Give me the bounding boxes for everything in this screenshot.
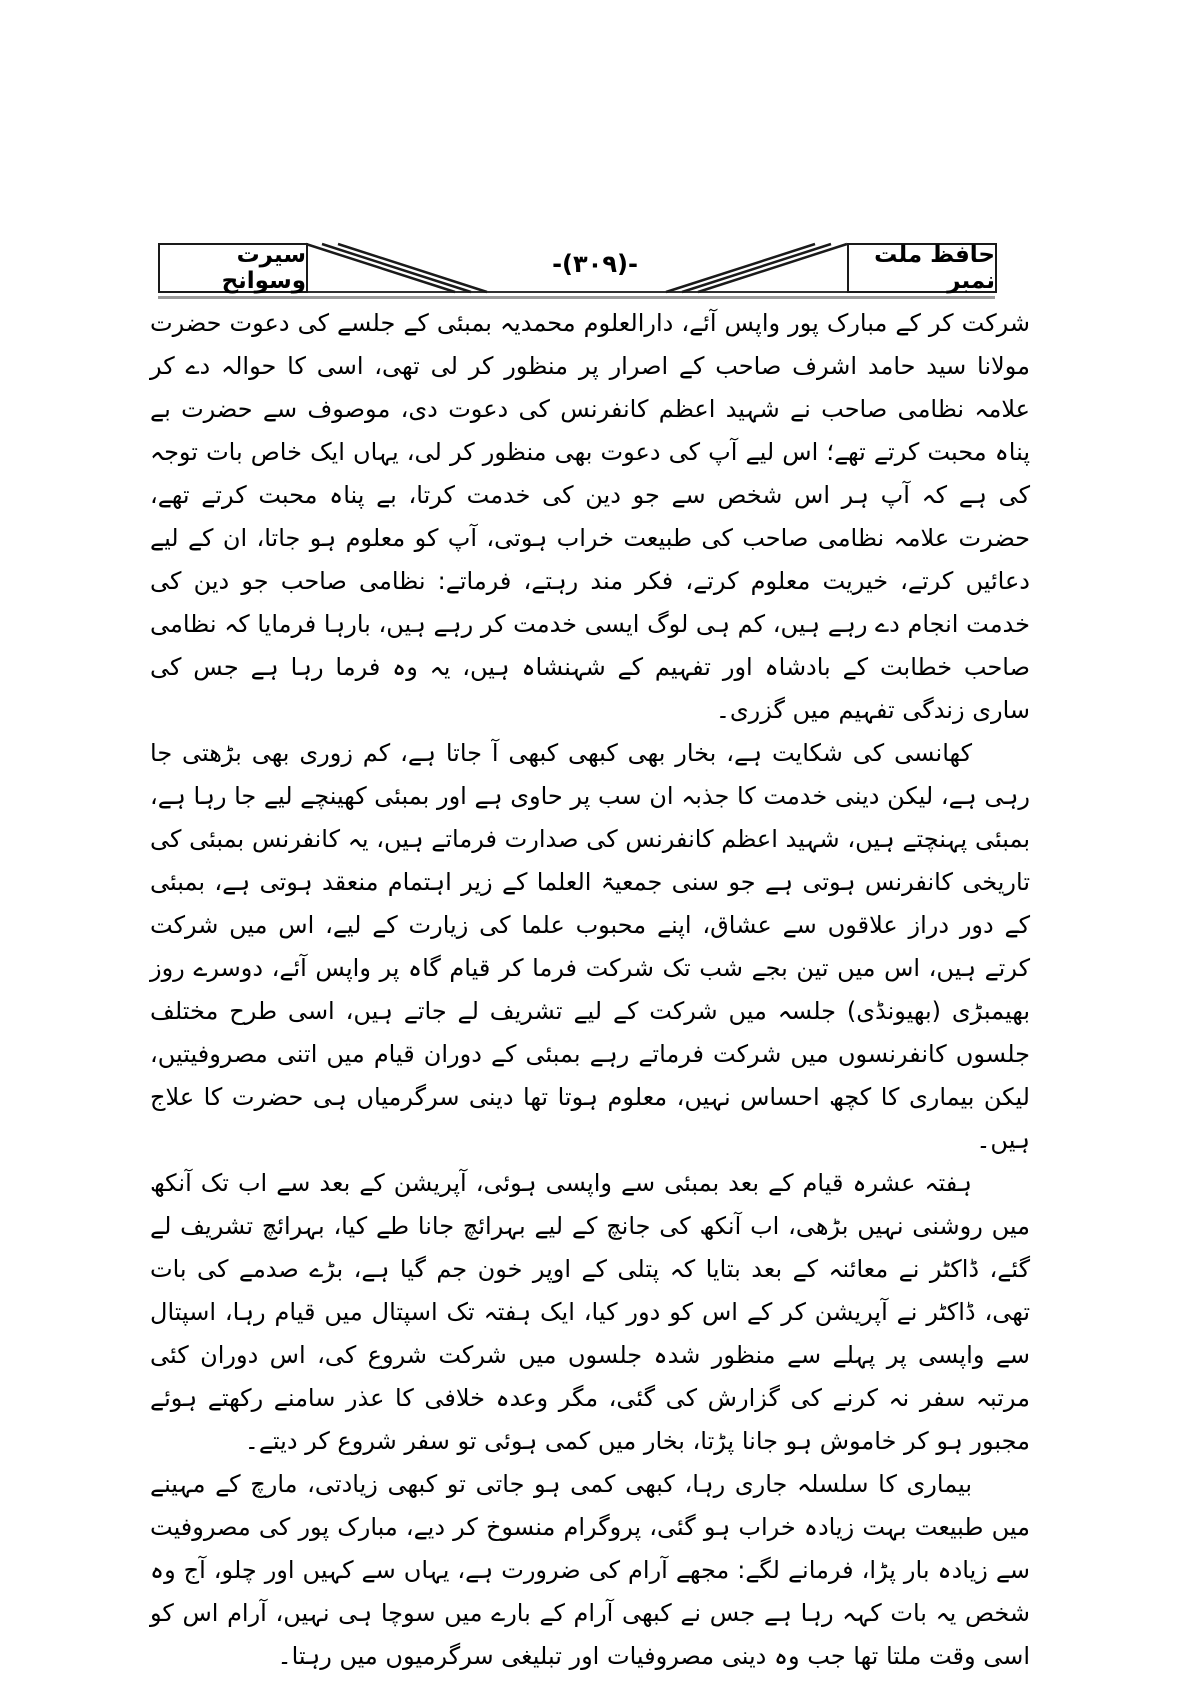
paragraph: ہفتہ عشرہ قیام کے بعد بمبئی سے واپسی ہوئی، آپریشن کے بعد سے اب تک آنکھ میں روشنی نہیں بڑھی، اب آنکھ کی جانچ کے لیے بہرائچ جانا طے کیا، بہرائچ تشریف لے گئے، ڈاکٹر نے معائنہ کے بعد بتایا کہ پتلی کے اوپر خون جم گیا ہے، بڑے صدمے کی بات تھی، ڈاکٹر نے آپریشن کر کے اس کو دور کیا، ایک ہفتہ تک اسپتال میں قیام رہا، اسپتال سے واپسی پر پہلے سے منظور شدہ جلسوں میں شرکت شروع کی، اس دوران کئی مرتبہ سفر نہ کرنے کی گزارش کی گئی، مگر وعدہ خلافی کا عذر سامنے رکھتے ہوئے مجبور ہو کر خاموش ہو جانا پڑتا، بخار میں کمی ہوئی تو سفر شروع کر دیتے۔ xyxy=(150,1169,1030,1455)
body-text-block xyxy=(150,302,1030,1678)
paragraph: شرکت کر کے مبارک پور واپس آئے، دارالعلوم محمدیہ بمبئی کے جلسے کی دعوت حضرت مولانا سید حامد اشرف صاحب کے اصرار پر منظور کر لی تھی، اسی کا حوالہ دے کر علامہ نظامی صاحب نے شہید اعظم کانفرنس کی دعوت دی، موصوف سے حضرت بے پناہ محبت کرتے تھے؛ اس لیے آپ کی دعوت بھی منظور کر لی، یہاں ایک خاص بات توجہ کی ہے کہ آپ ہر اس شخص سے جو دین کی خدمت کرتا، بے پناہ محبت کرتے تھے، حضرت علامہ نظامی صاحب کی طبیعت خراب ہوتی، آپ کو معلوم ہو جاتا، ان کے لیے دعائیں کرتے، خیریت معلوم کرتے، فکر مند رہتے، فرماتے: نظامی صاحب جو دین کی خدمت انجام دے رہے ہیں، کم ہی لوگ ایسی خدمت کر رہے ہیں، بارہا فرمایا کہ نظامی صاحب خطابت کے بادشاہ اور تفہیم کے شہنشاہ ہیں، یہ وہ فرما رہا ہے جس کی ساری زندگی تفہیم میں گزری۔ xyxy=(150,309,1030,724)
issue-title: حافظ ملت نمبر xyxy=(874,242,995,294)
header-issue-box xyxy=(847,243,997,293)
page-number: -(۳۰۹)- xyxy=(552,250,638,278)
paragraph: بیماری کا سلسلہ جاری رہا، کبھی کمی ہو جاتی تو کبھی زیادتی، مارچ کے مہینے میں طبیعت بہت زیادہ خراب ہو گئی، پروگرام منسوخ کر دیے، مبارک پور کی مصروفیت سے زیادہ بار پڑا، فرمانے لگے: مجھے آرام کی ضرورت ہے، یہاں سے کہیں اور چلو، آج وہ شخص یہ بات کہہ رہا ہے جس نے کبھی آرام کے بارے میں سوچا ہی نہیں، آرام اس کو اسی وقت ملتا تھا جب وہ دینی مصروفیات اور تبلیغی سرگرمیوں میں رہتا۔ xyxy=(150,1470,1030,1670)
paragraph: کھانسی کی شکایت ہے، بخار بھی کبھی کبھی آ جاتا ہے، کم زوری بھی بڑھتی جا رہی ہے، لیکن دینی خدمت کا جذبہ ان سب پر حاوی ہے اور بمبئی کھینچے لیے جا رہا ہے، بمبئی پہنچتے ہیں، شہید اعظم کانفرنس کی صدارت فرماتے ہیں، یہ کانفرنس بمبئی کی تاریخی کانفرنس ہوتی ہے جو سنی جمعیۃ العلما کے زیر اہتمام منعقد ہوتی ہے، بمبئی کے دور دراز علاقوں سے عشاق، اپنے محبوب علما کی زیارت کے لیے، اس میں شرکت کرتے ہیں، اس میں تین بجے شب تک شرکت فرما کر قیام گاہ پر واپس آئے، دوسرے روز بھیمبڑی (بھیونڈی) جلسہ میں شرکت کے لیے تشریف لے جاتے ہیں، اسی طرح مختلف جلسوں کانفرنسوں میں شرکت فرماتے رہے بمبئی کے دوران قیام میں اتنی مصروفیتیں، لیکن بیماری کا کچھ احساس نہیں، معلوم ہوتا تھا دینی سرگرمیاں ہی حضرت کا علاج ہیں۔ xyxy=(150,739,1031,1154)
section-title: سیرت وسوانح xyxy=(221,242,306,294)
